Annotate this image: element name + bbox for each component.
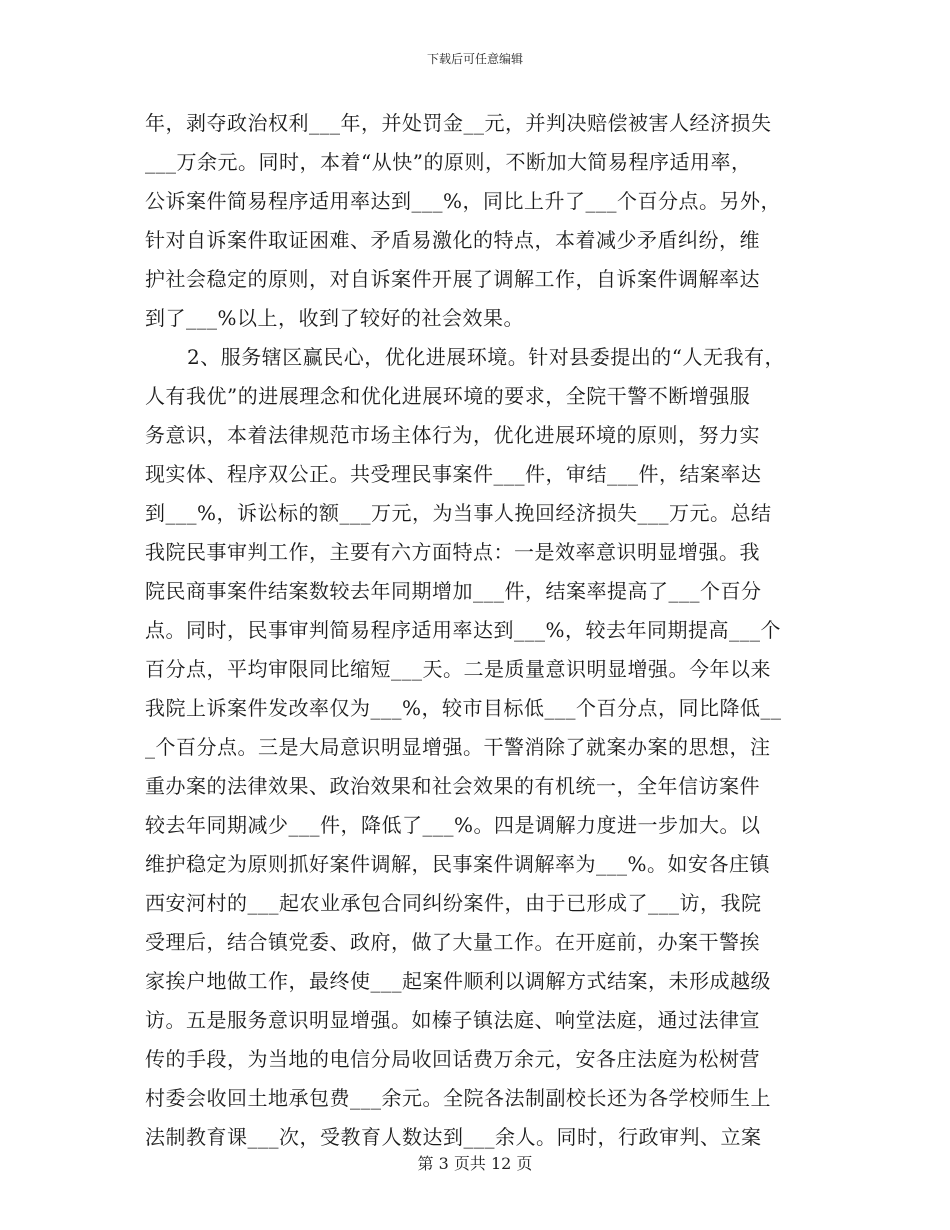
text-line: 重办案的法律效果、政治效果和社会效果的有机统一，全年信访案件 <box>145 774 760 798</box>
text-line: 家挨户地做工作，最终使___起案件顺利以调解方式结案，未形成越级 <box>145 969 771 993</box>
text-line: 西安河村的___起农业承包合同纠纷案件，由于已形成了___访，我院 <box>145 891 762 915</box>
text-line: 村委会收回土地承包费___余元。全院各法制副校长还为各学校师生上 <box>145 1086 771 1110</box>
text-line: 现实体、程序双公正。共受理民事案件___件，审结___件，结案率达 <box>145 462 762 486</box>
text-line: 点。同时，民事审判简易程序适用率达到___%，较去年同期提高___个 <box>145 618 782 642</box>
text-line: 我院民事审判工作，主要有六方面特点：一是效率意识明显增强。我 <box>145 540 760 564</box>
text-line: 年，剥夺政治权利___年，并处罚金__元，并判决赔偿被害人经济损失 <box>145 111 772 135</box>
text-line: 传的手段，为当地的电信分局收回话费万余元，安各庄法庭为松树营 <box>145 1047 760 1071</box>
text-line: ___万余元。同时，本着“从快”的原则，不断加大简易程序适用率， <box>145 150 752 174</box>
text-line: 护社会稳定的原则，对自诉案件开展了调解工作，自诉案件调解率达 <box>145 267 760 291</box>
page-number-footer: 第 3 页共 12 页 <box>417 1154 533 1173</box>
text-line: 到了___%以上，收到了较好的社会效果。 <box>145 306 525 330</box>
text-line: _个百分点。三是大局意识明显增强。干警消除了就案办案的思想，注 <box>145 735 771 759</box>
text-line: 较去年同期减少___件，降低了___%。四是调解力度进一步加大。以 <box>145 813 761 837</box>
text-line: 公诉案件简易程序适用率达到___%，同比上升了___个百分点。另外， <box>145 189 782 213</box>
text-line: 院民商事案件结案数较去年同期增加___件，结案率提高了___个百分 <box>145 579 762 603</box>
paragraph-first-line: 2、服务辖区赢民心，优化进展环境。针对县委提出的“人无我有， <box>187 345 785 369</box>
text-line: 到___%，诉讼标的额___万元，为当事人挽回经济损失___万元。总结 <box>145 501 772 525</box>
page-header-note: 下载后可任意编辑 <box>426 52 523 66</box>
text-line: 访。五是服务意识明显增强。如榛子镇法庭、响堂法庭，通过法律宣 <box>145 1008 760 1032</box>
document-body <box>145 104 810 1157</box>
text-line: 百分点，平均审限同比缩短___天。二是质量意识明显增强。今年以来 <box>145 657 771 681</box>
text-line: 维护稳定为原则抓好案件调解，民事案件调解率为___%。如安各庄镇 <box>145 852 771 876</box>
text-line: 针对自诉案件取证困难、矛盾易激化的特点，本着减少矛盾纠纷，维 <box>145 228 760 252</box>
text-line: 我院上诉案件发改率仅为___%，较市目标低___个百分点，同比降低__ <box>145 696 782 720</box>
text-line: 人有我优”的进展理念和优化进展环境的要求，全院干警不断增强服 <box>145 384 751 408</box>
text-line: 受理后，结合镇党委、政府，做了大量工作。在开庭前，办案干警挨 <box>145 930 760 954</box>
text-line: 法制教育课___次，受教育人数达到___余人。同时，行政审判、立案 <box>145 1125 762 1149</box>
text-line: 务意识，本着法律规范市场主体行为，优化进展环境的原则，努力实 <box>145 423 760 447</box>
